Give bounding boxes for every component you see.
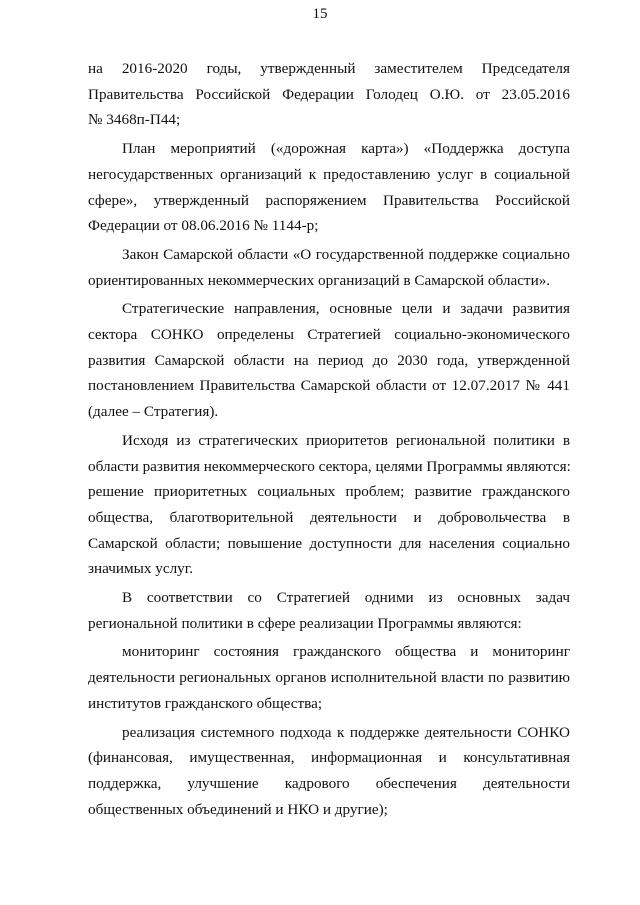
text-line: общественных объединений и НКО и другие); bbox=[88, 800, 388, 818]
text-line: значимых услуг. bbox=[88, 560, 194, 578]
text-line: В соответствии со Стратегией одними из основных задач bbox=[122, 589, 570, 607]
paragraph bbox=[88, 639, 570, 716]
paragraph bbox=[88, 136, 570, 239]
text-line: реализация системного подхода к поддержке деятельности СОНКО bbox=[122, 723, 570, 741]
text-line: общества, благотворительной деятельности и добровольчества в bbox=[88, 508, 570, 526]
text-line: постановлением Правительства Самарской области от 12.07.2017 № 441 bbox=[88, 377, 570, 395]
text-line: на 2016-2020 годы, утвержденный заместителем Председателя bbox=[88, 60, 570, 77]
paragraph bbox=[88, 585, 570, 636]
text-line: Правительства Российской Федерации Голодец О.Ю. от 23.05.2016 bbox=[88, 85, 570, 103]
text-line: Исходя из стратегических приоритетов региональной политики в bbox=[122, 431, 570, 449]
text-line: сектора СОНКО определены Стратегией социально-экономического bbox=[88, 326, 570, 344]
text-line: Самарской области; повышение доступности для населения социально bbox=[88, 534, 570, 552]
text-line: Федерации от 08.06.2016 № 1144-р; bbox=[88, 217, 319, 235]
text-line: Стратегические направления, основные цели и задачи развития bbox=[122, 300, 570, 318]
paragraph bbox=[88, 56, 570, 133]
text-line: ориентированных некоммерческих организаций в Самарской области». bbox=[88, 271, 551, 289]
text-line: (далее – Стратегия). bbox=[88, 403, 219, 421]
text-line: региональной политики в сфере реализации Программы являются: bbox=[88, 614, 522, 632]
paragraph bbox=[88, 242, 570, 293]
text-line: Закон Самарской области «О государственной поддержке социально bbox=[122, 245, 570, 263]
text-line: деятельности региональных органов исполнительной власти по развитию bbox=[88, 669, 570, 687]
text-line: № 3468п-П44; bbox=[88, 111, 181, 129]
text-line: развития Самарской области на период до 2030 года, утвержденной bbox=[88, 351, 570, 369]
paragraph bbox=[88, 428, 570, 582]
text-line: решение приоритетных социальных проблем; развитие гражданского bbox=[88, 483, 570, 501]
text-line: поддержка, улучшение кадрового обеспечения деятельности bbox=[88, 774, 570, 792]
text-line: мониторинг состояния гражданского общества и мониторинг bbox=[122, 643, 570, 661]
page-number: 15 bbox=[312, 6, 328, 22]
text-line: институтов гражданского общества; bbox=[88, 694, 323, 712]
document-body bbox=[88, 56, 570, 822]
paragraph bbox=[88, 296, 570, 425]
text-line: План мероприятий («дорожная карта») «Поддержка доступа bbox=[122, 140, 570, 158]
text-line: негосударственных организаций к предоставлению услуг в социальной bbox=[88, 165, 570, 183]
text-line: сфере», утвержденный распоряжением Правительства Российской bbox=[88, 191, 570, 209]
text-line: области развития некоммерческого сектора, целями Программы являются: bbox=[88, 457, 571, 475]
paragraph bbox=[88, 720, 570, 823]
text-line: (финансовая, имущественная, информационная и консультативная bbox=[88, 749, 570, 767]
